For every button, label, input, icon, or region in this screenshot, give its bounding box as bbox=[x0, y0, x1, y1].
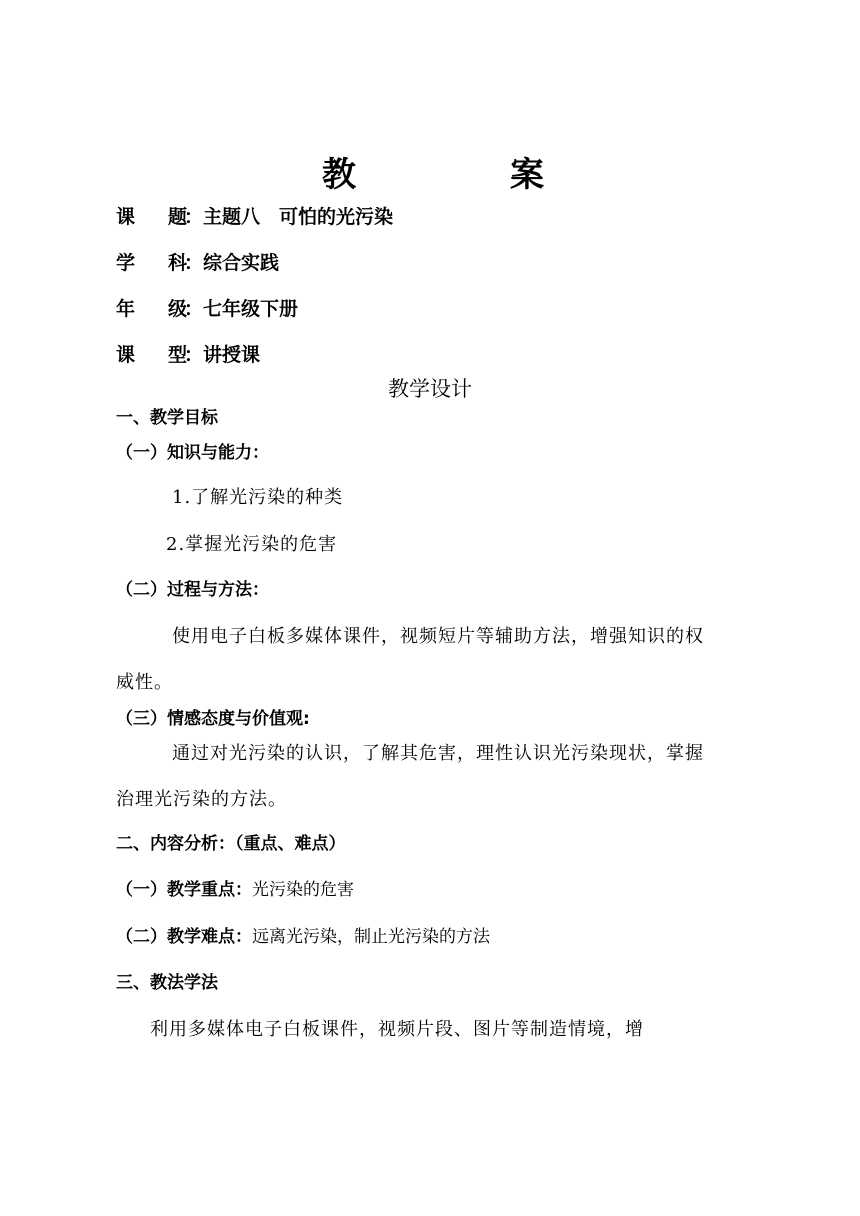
subsection-process-heading: （二）过程与方法： bbox=[116, 580, 269, 600]
subsection-attitude-heading: （三）情感态度与价值观: bbox=[116, 709, 310, 729]
objective-item-2: 2.掌握光污染的危害 bbox=[166, 534, 338, 555]
meta-key-2: 科 bbox=[168, 252, 188, 274]
difficult-point-label: （二）教学难点： bbox=[116, 927, 252, 947]
meta-key-1: 课 bbox=[116, 206, 136, 228]
meta-type bbox=[116, 341, 261, 369]
subsection-knowledge-heading: （一）知识与能力： bbox=[116, 443, 269, 463]
key-point-line bbox=[116, 877, 354, 903]
process-paragraph-line-1: 使用电子白板多媒体课件，视频短片等辅助方法，增强知识的权 bbox=[172, 626, 704, 647]
objective-item-1: 1.了解光污染的种类 bbox=[172, 487, 344, 508]
meta-key-2: 级 bbox=[168, 298, 188, 320]
meta-key-2: 型 bbox=[168, 344, 188, 366]
meta-value: ：综合实践 bbox=[184, 252, 280, 274]
document-title bbox=[0, 150, 860, 200]
difficult-point-text: 远离光污染，制止光污染的方法 bbox=[252, 927, 490, 947]
meta-value: ：讲授课 bbox=[184, 344, 261, 366]
meta-key-2: 题 bbox=[168, 206, 188, 228]
title-char-1: 教 bbox=[322, 155, 356, 195]
section-methods-heading: 三、教法学法 bbox=[116, 973, 218, 993]
meta-topic bbox=[116, 203, 394, 231]
meta-value: ：主题八 可怕的光污染 bbox=[184, 206, 394, 228]
section-content-analysis-heading: 二、内容分析：（重点、难点） bbox=[116, 834, 346, 854]
section-objectives-heading: 一、教学目标 bbox=[116, 408, 218, 428]
key-point-label: （一）教学重点： bbox=[116, 880, 252, 900]
meta-key-1: 学 bbox=[116, 252, 136, 274]
meta-grade bbox=[116, 295, 299, 323]
process-paragraph-line-2: 威性。 bbox=[116, 672, 173, 693]
teaching-design-heading: 教学设计 bbox=[388, 377, 472, 401]
key-point-text: 光污染的危害 bbox=[252, 880, 354, 900]
meta-key-1: 年 bbox=[116, 298, 136, 320]
methods-paragraph-line-1: 利用多媒体电子白板课件，视频片段、图片等制造情境，增 bbox=[150, 1019, 644, 1040]
attitude-paragraph-line-1: 通过对光污染的认识，了解其危害，理性认识光污染现状，掌握 bbox=[172, 743, 704, 764]
meta-key-1: 课 bbox=[116, 344, 136, 366]
difficult-point-line bbox=[116, 924, 490, 950]
title-char-2: 案 bbox=[510, 155, 544, 195]
attitude-paragraph-line-2: 治理光污染的方法。 bbox=[116, 789, 287, 810]
meta-value: ：七年级下册 bbox=[184, 298, 299, 320]
meta-subject bbox=[116, 249, 280, 277]
